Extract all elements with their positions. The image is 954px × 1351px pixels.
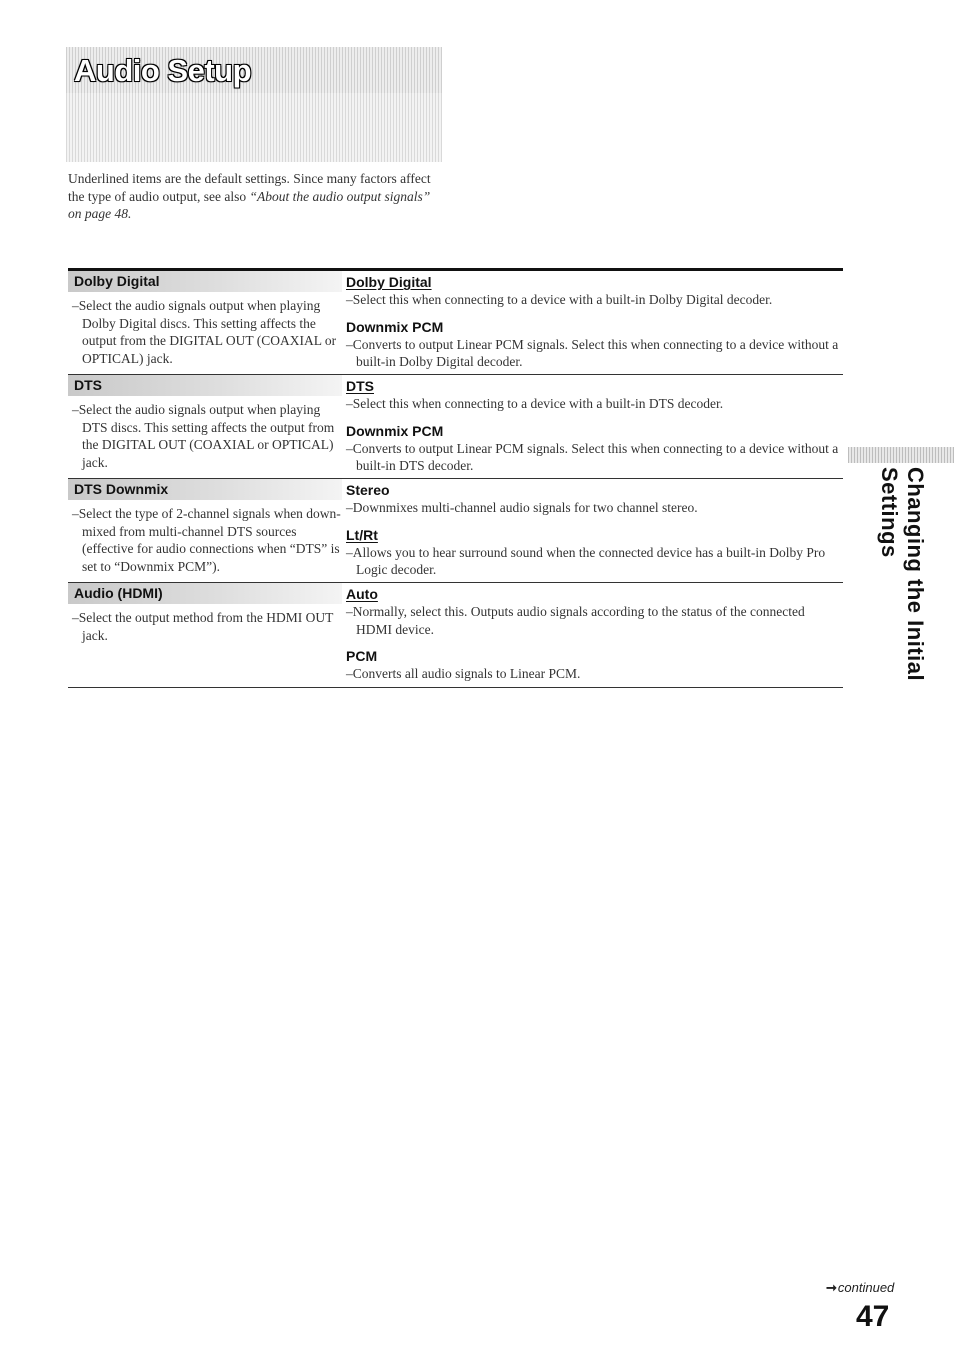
section-header: Dolby Digital	[68, 271, 342, 292]
section-description: –Select the type of 2-channel signals when down-mixed from multi-channel DTS sources (effective for audio connections when “DTS” is set to “Downmix PCM”).	[72, 506, 341, 574]
option-description: –Converts all audio signals to Linear PCM.	[346, 666, 581, 681]
chapter-tab-label: Changing the Initial Settings	[877, 467, 928, 682]
option-description: –Select this when connecting to a device with a built-in Dolby Digital decoder.	[346, 292, 773, 307]
option-label: DTS	[346, 378, 374, 394]
chapter-tab-marker	[848, 447, 954, 463]
section-description: –Select the audio signals output when playing Dolby Digital discs. This setting affects the output from the DIGITAL OUT (COAXIAL or OPTICAL) jack.	[72, 298, 337, 366]
option-description: –Downmixes multi-channel audio signals for two channel stereo.	[346, 500, 698, 515]
option-label: Dolby Digital	[346, 274, 432, 290]
continued-note	[826, 1280, 894, 1296]
section-dolby-digital	[68, 271, 843, 375]
section-header: DTS	[68, 375, 342, 396]
section-header: DTS Downmix	[68, 479, 342, 500]
option-description: –Converts to output Linear PCM signals. Select this when connecting to a device without a built-in DTS decoder.	[346, 440, 839, 473]
option-label: PCM	[346, 648, 378, 664]
title-banner	[66, 47, 442, 162]
option-description: –Select this when connecting to a device with a built-in DTS decoder.	[346, 396, 724, 411]
intro-plain: Underlined items are the default settings. Since many factors affect the type of audio output, see also	[68, 171, 431, 204]
option-label: Stereo	[346, 482, 390, 498]
section-dts-downmix	[68, 479, 843, 583]
section-description: –Select the output method from the HDMI OUT jack.	[72, 610, 334, 643]
option-description: –Converts to output Linear PCM signals. Select this when connecting to a device without a built-in Dolby Digital decoder.	[346, 336, 839, 369]
intro-reference: “About the audio output signals” on page 48.	[68, 188, 431, 221]
page-number: 47	[856, 1300, 890, 1333]
arrow-right-icon: ➞	[826, 1280, 837, 1295]
option-label: Lt/Rt	[346, 526, 378, 543]
intro-text	[68, 170, 443, 223]
option-description: –Allows you to hear surround sound when the connected device has a built-in Dolby Pro Logic decoder.	[346, 544, 826, 577]
option-description: –Normally, select this. Outputs audio signals according to the status of the connected HDMI device.	[346, 604, 805, 637]
option-label: Downmix PCM	[346, 422, 444, 439]
section-audio-hdmi	[68, 583, 843, 688]
continued-label: continued	[837, 1280, 895, 1295]
option-label: Auto	[346, 586, 378, 602]
option-label: Downmix PCM	[346, 318, 444, 335]
section-dts	[68, 375, 843, 479]
page-title: Audio Setup	[74, 53, 252, 88]
section-header: Audio (HDMI)	[68, 583, 342, 604]
section-description: –Select the audio signals output when playing DTS discs. This setting affects the output from the DIGITAL OUT (COAXIAL or OPTICAL) jack.	[72, 402, 335, 470]
